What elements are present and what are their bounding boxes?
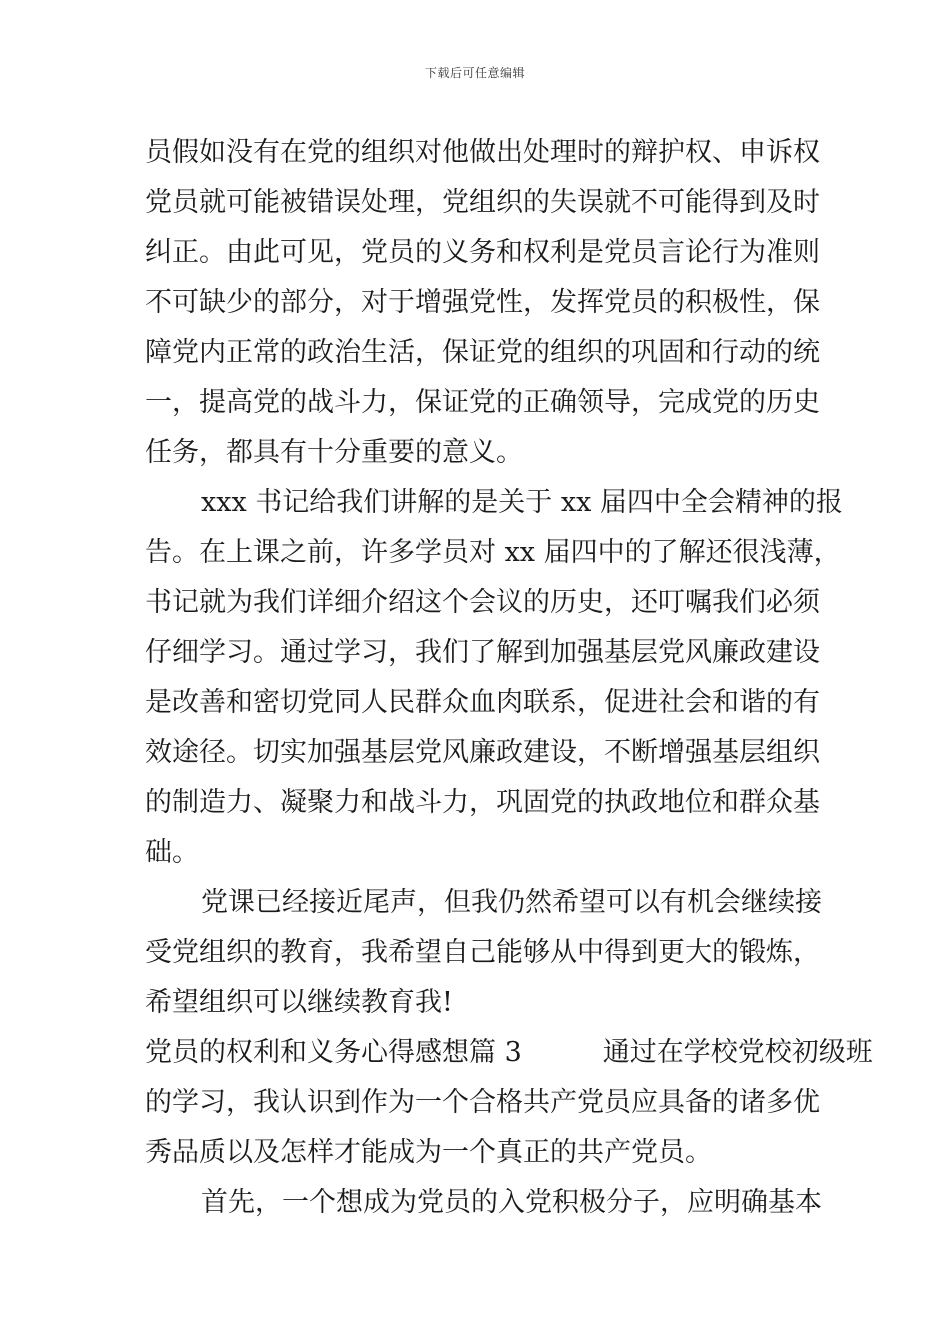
text-line: 书记就为我们详细介绍这个会议的历史，还叮嘱我们必须 xyxy=(145,587,820,618)
text-line: 任务，都具有十分重要的意义。 xyxy=(145,437,523,468)
document-body xyxy=(145,128,873,1228)
text-line: 效途径。切实加强基层党风廉政建设，不断增强基层组织 xyxy=(145,737,820,768)
text-line: 是改善和密切党同人民群众血肉联系，促进社会和谐的有 xyxy=(145,687,820,718)
text-line: 仔细学习。通过学习，我们了解到加强基层党风廉政建设 xyxy=(145,637,820,668)
text-line: 秀品质以及怎样才能成为一个真正的共产党员。 xyxy=(145,1137,712,1168)
text-line: 纠正。由此可见，党员的义务和权利是党员言论行为准则 xyxy=(145,237,820,268)
paragraph-1 xyxy=(145,128,820,478)
text-line: 首先，一个想成为党员的入党积极分子，应明确基本 xyxy=(201,1187,822,1218)
paragraph-2 xyxy=(145,478,843,878)
page-header: 下载后可任意编辑 xyxy=(424,66,525,80)
text-line: 党员就可能被错误处理，党组织的失误就不可能得到及时 xyxy=(145,187,820,218)
text-line: 础。 xyxy=(145,837,199,868)
text-line: 一，提高党的战斗力，保证党的正确领导，完成党的历史 xyxy=(145,387,820,418)
text-line: 受党组织的教育，我希望自己能够从中得到更大的锻炼， xyxy=(145,937,820,968)
text-line: 的学习，我认识到作为一个合格共产党员应具备的诸多优 xyxy=(145,1087,820,1118)
text-line: 员假如没有在党的组织对他做出处理时的辩护权、申诉权 xyxy=(145,137,820,168)
text-line: 障党内正常的政治生活，保证党的组织的巩固和行动的统 xyxy=(145,337,820,368)
text-line: 不可缺少的部分，对于增强党性，发挥党员的积极性，保 xyxy=(145,287,820,318)
text-line: xxx 书记给我们讲解的是关于 xx 届四中全会精神的报 xyxy=(201,487,843,518)
text-line: 告。在上课之前，许多学员对 xx 届四中的了解还很浅薄， xyxy=(145,537,841,568)
paragraph-4 xyxy=(145,1028,873,1178)
text-line: 的制造力、凝聚力和战斗力，巩固党的执政地位和群众基 xyxy=(145,787,820,818)
paragraph-5 xyxy=(145,1178,822,1228)
text-line: 党课已经接近尾声，但我仍然希望可以有机会继续接 xyxy=(201,887,822,918)
section-heading-line: 党员的权利和义务心得感想篇 3 通过在学校党校初级班 xyxy=(145,1037,873,1068)
text-line: 希望组织可以继续教育我! xyxy=(145,987,453,1018)
paragraph-3 xyxy=(145,878,822,1028)
